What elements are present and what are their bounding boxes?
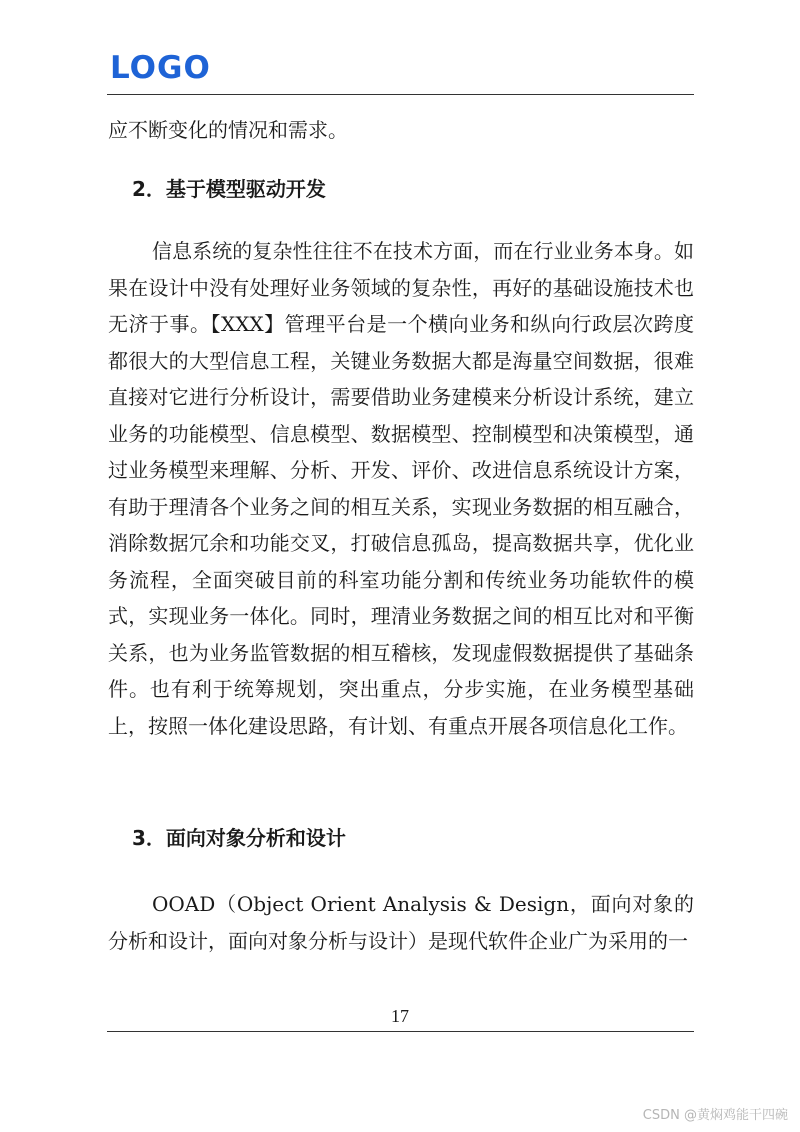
- section-2-paragraph: 信息系统的复杂性往往不在技术方面，而在行业业务本身。如果在设计中没有处理好业务领域的复杂性，再好的基础设施技术也无济于事。【XXX】管理平台是一个横向业务和纵向行政层次跨度都很大的大型信息工程，关键业务数据大都是海量空间数据，很难直接对它进行分析设计，需要借助业务建模来分析设计系统，建立业务的功能模型、信息模型、数据模型、控制模型和决策模型，通过业务模型来理解、分析、开发、评价、改进信息系统设计方案，有助于理清各个业务之间的相互关系，实现业务数据的相互融合，消除数据冗余和功能交叉，打破信息孤岛，提高数据共享，优化业务流程，全面突破目前的科室功能分割和传统业务功能软件的模式，实现业务一体化。同时，理清业务数据之间的相互比对和平衡关系，也为业务监管数据的相互稽核，发现虚假数据提供了基础条件。也有利于统筹规划，突出重点，分步实施，在业务模型基础上，按照一体化建设思路，有计划、有重点开展各项信息化工作。: [108, 239, 694, 738]
- page-number: 17: [391, 1006, 409, 1026]
- footer-rule: [107, 1031, 694, 1032]
- header-rule: [107, 94, 694, 95]
- section-3-heading: 3．面向对象分析和设计: [132, 826, 346, 850]
- section-3-paragraph: OOAD（Object Orient Analysis & Design，面向对象的分析和设计，面向对象分析与设计）是现代软件企业广为采用的一: [108, 892, 694, 953]
- watermark: CSDN @黄焖鸡能干四碗: [642, 1108, 788, 1123]
- logo: LOGO: [110, 50, 211, 86]
- continuation-text: 应不断变化的情况和需求。: [108, 118, 348, 142]
- section-2-heading: 2．基于模型驱动开发: [132, 177, 326, 201]
